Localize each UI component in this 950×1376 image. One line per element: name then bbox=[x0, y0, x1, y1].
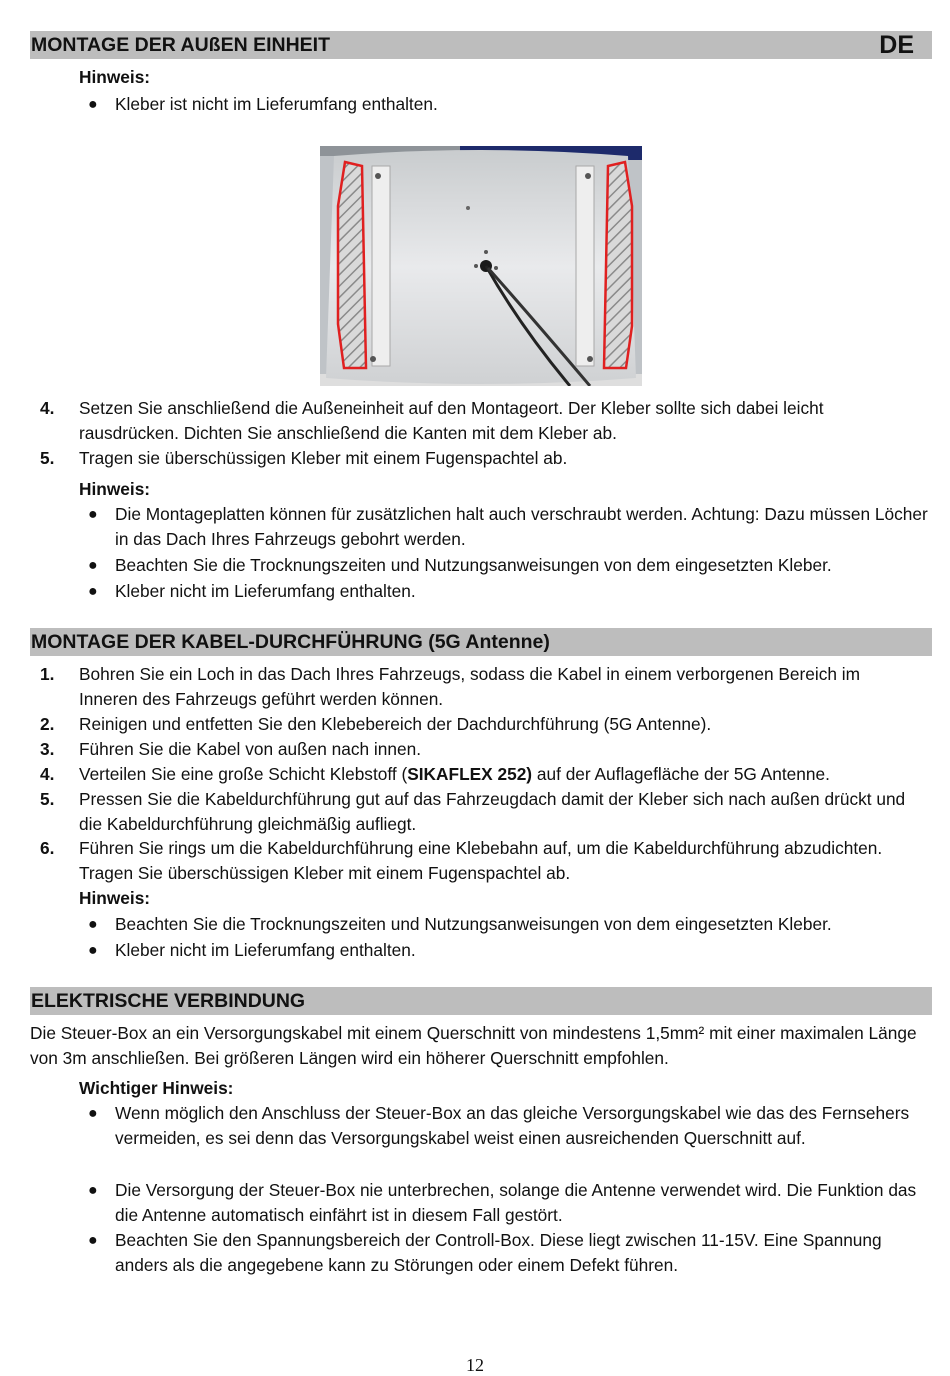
bullet-icon: ● bbox=[88, 506, 98, 523]
section-header-electrical bbox=[30, 987, 932, 1015]
section-title: ELEKTRISCHE VERBINDUNG bbox=[31, 990, 306, 1012]
step-text: Pressen Sie die Kabeldurchführung gut auf das Fahrzeugdach damit der Kleber sich nach außen drückt und die Kabeldurchführung gleichmäßig aufliegt. bbox=[79, 789, 906, 834]
step-number: 4. bbox=[40, 764, 55, 784]
step-text bbox=[79, 762, 909, 787]
bullet-icon: ● bbox=[88, 557, 98, 574]
note-bullet: Kleber nicht im Lieferumfang enthalten. bbox=[115, 581, 416, 601]
section-header-cable-feedthrough bbox=[30, 628, 932, 656]
step-text: Bohren Sie ein Loch in das Dach Ihres Fahrzeugs, sodass die Kabel in einem verborgenen Bereich im Inneren des Fahrzeugs geführt werden können. bbox=[79, 664, 860, 709]
bullet-icon: ● bbox=[88, 583, 98, 600]
mounting-plate-photo bbox=[320, 146, 642, 386]
note-label: Wichtiger Hinweis: bbox=[79, 1078, 234, 1098]
step-number: 5. bbox=[40, 448, 55, 468]
note-bullet: Kleber ist nicht im Lieferumfang enthalten. bbox=[115, 94, 438, 114]
product-name: SIKAFLEX 252) bbox=[407, 764, 533, 784]
step-number: 4. bbox=[40, 398, 55, 418]
step-text: Setzen Sie anschließend die Außeneinheit auf den Montageort. Der Kleber sollte sich dabei leicht rausdrücken. Dichten Sie anschließend die Kanten mit dem Kleber ab. bbox=[79, 398, 824, 443]
step-number: 5. bbox=[40, 789, 55, 809]
note-bullet: Kleber nicht im Lieferumfang enthalten. bbox=[115, 940, 416, 960]
note-bullet: Beachten Sie den Spannungsbereich der Controll-Box. Diese liegt zwischen 11-15V. Eine Spannung anders als die angegebene kann zu Störungen oder einem Defekt führen. bbox=[115, 1230, 882, 1275]
step-number: 3. bbox=[40, 739, 55, 759]
step-text: Führen Sie die Kabel von außen nach innen. bbox=[79, 739, 422, 759]
bullet-icon: ● bbox=[88, 1105, 98, 1122]
language-badge: DE bbox=[879, 31, 914, 59]
bullet-icon: ● bbox=[88, 1182, 98, 1199]
step-text: Führen Sie rings um die Kabeldurchführung eine Klebebahn auf, um die Kabeldurchführung abzudichten. Tragen Sie überschüssigen Kleber mit einem Fugenspachtel ab. bbox=[79, 838, 883, 883]
step-number: 2. bbox=[40, 714, 55, 734]
section-header-outdoor-unit bbox=[30, 31, 932, 59]
mounting-plate-illustration bbox=[320, 146, 642, 386]
note-bullet: Die Versorgung der Steuer-Box nie unterbrechen, solange die Antenne verwendet wird. Die Funktion das die Antenne automatisch einfährt ist in diesem Fall gestört. bbox=[115, 1180, 917, 1225]
note-bullet: Beachten Sie die Trocknungszeiten und Nutzungsanweisungen von dem eingesetzten Kleber. bbox=[115, 914, 832, 934]
note-label: Hinweis: bbox=[79, 479, 151, 499]
bullet-icon: ● bbox=[88, 96, 98, 113]
bullet-icon: ● bbox=[88, 942, 98, 959]
step-text-part: Verteilen Sie eine große Schicht Klebstoff ( bbox=[79, 764, 408, 784]
section-title: MONTAGE DER AUßEN EINHEIT bbox=[31, 34, 331, 56]
note-bullet: Die Montageplatten können für zusätzlichen halt auch verschraubt werden. Achtung: Dazu müssen Löcher in das Dach Ihres Fahrzeugs gebohrt werden. bbox=[115, 504, 928, 549]
note-bullet: Wenn möglich den Anschluss der Steuer-Box an das gleiche Versorgungskabel wie das des Fernsehers vermeiden, es sei denn das Versorgungskabel weist einen ausreichenden Querschnitt auf. bbox=[115, 1103, 910, 1148]
note-bullet: Beachten Sie die Trocknungszeiten und Nutzungsanweisungen von dem eingesetzten Kleber. bbox=[115, 555, 832, 575]
step-number: 6. bbox=[40, 838, 55, 858]
bullet-icon: ● bbox=[88, 1232, 98, 1249]
step-text-part: auf der Auflagefläche der 5G Antenne. bbox=[532, 764, 830, 784]
step-text: Reinigen und entfetten Sie den Klebebereich der Dachdurchführung (5G Antenne). bbox=[79, 714, 712, 734]
note-label: Hinweis: bbox=[79, 888, 151, 908]
step-number: 1. bbox=[40, 664, 55, 684]
page-number: 12 bbox=[466, 1355, 484, 1375]
intro-paragraph: Die Steuer-Box an ein Versorgungskabel mit einem Querschnitt von mindestens 1,5mm² mit einer maximalen Länge von 3m anschließen. Bei größeren Längen wird ein höherer Querschnitt empfohlen. bbox=[30, 1023, 917, 1068]
section-title: MONTAGE DER KABEL-DURCHFÜHRUNG (5G Antenne) bbox=[31, 631, 550, 653]
step-text: Tragen sie überschüssigen Kleber mit einem Fugenspachtel ab. bbox=[79, 448, 568, 468]
note-label: Hinweis: bbox=[79, 67, 151, 87]
bullet-icon: ● bbox=[88, 916, 98, 933]
